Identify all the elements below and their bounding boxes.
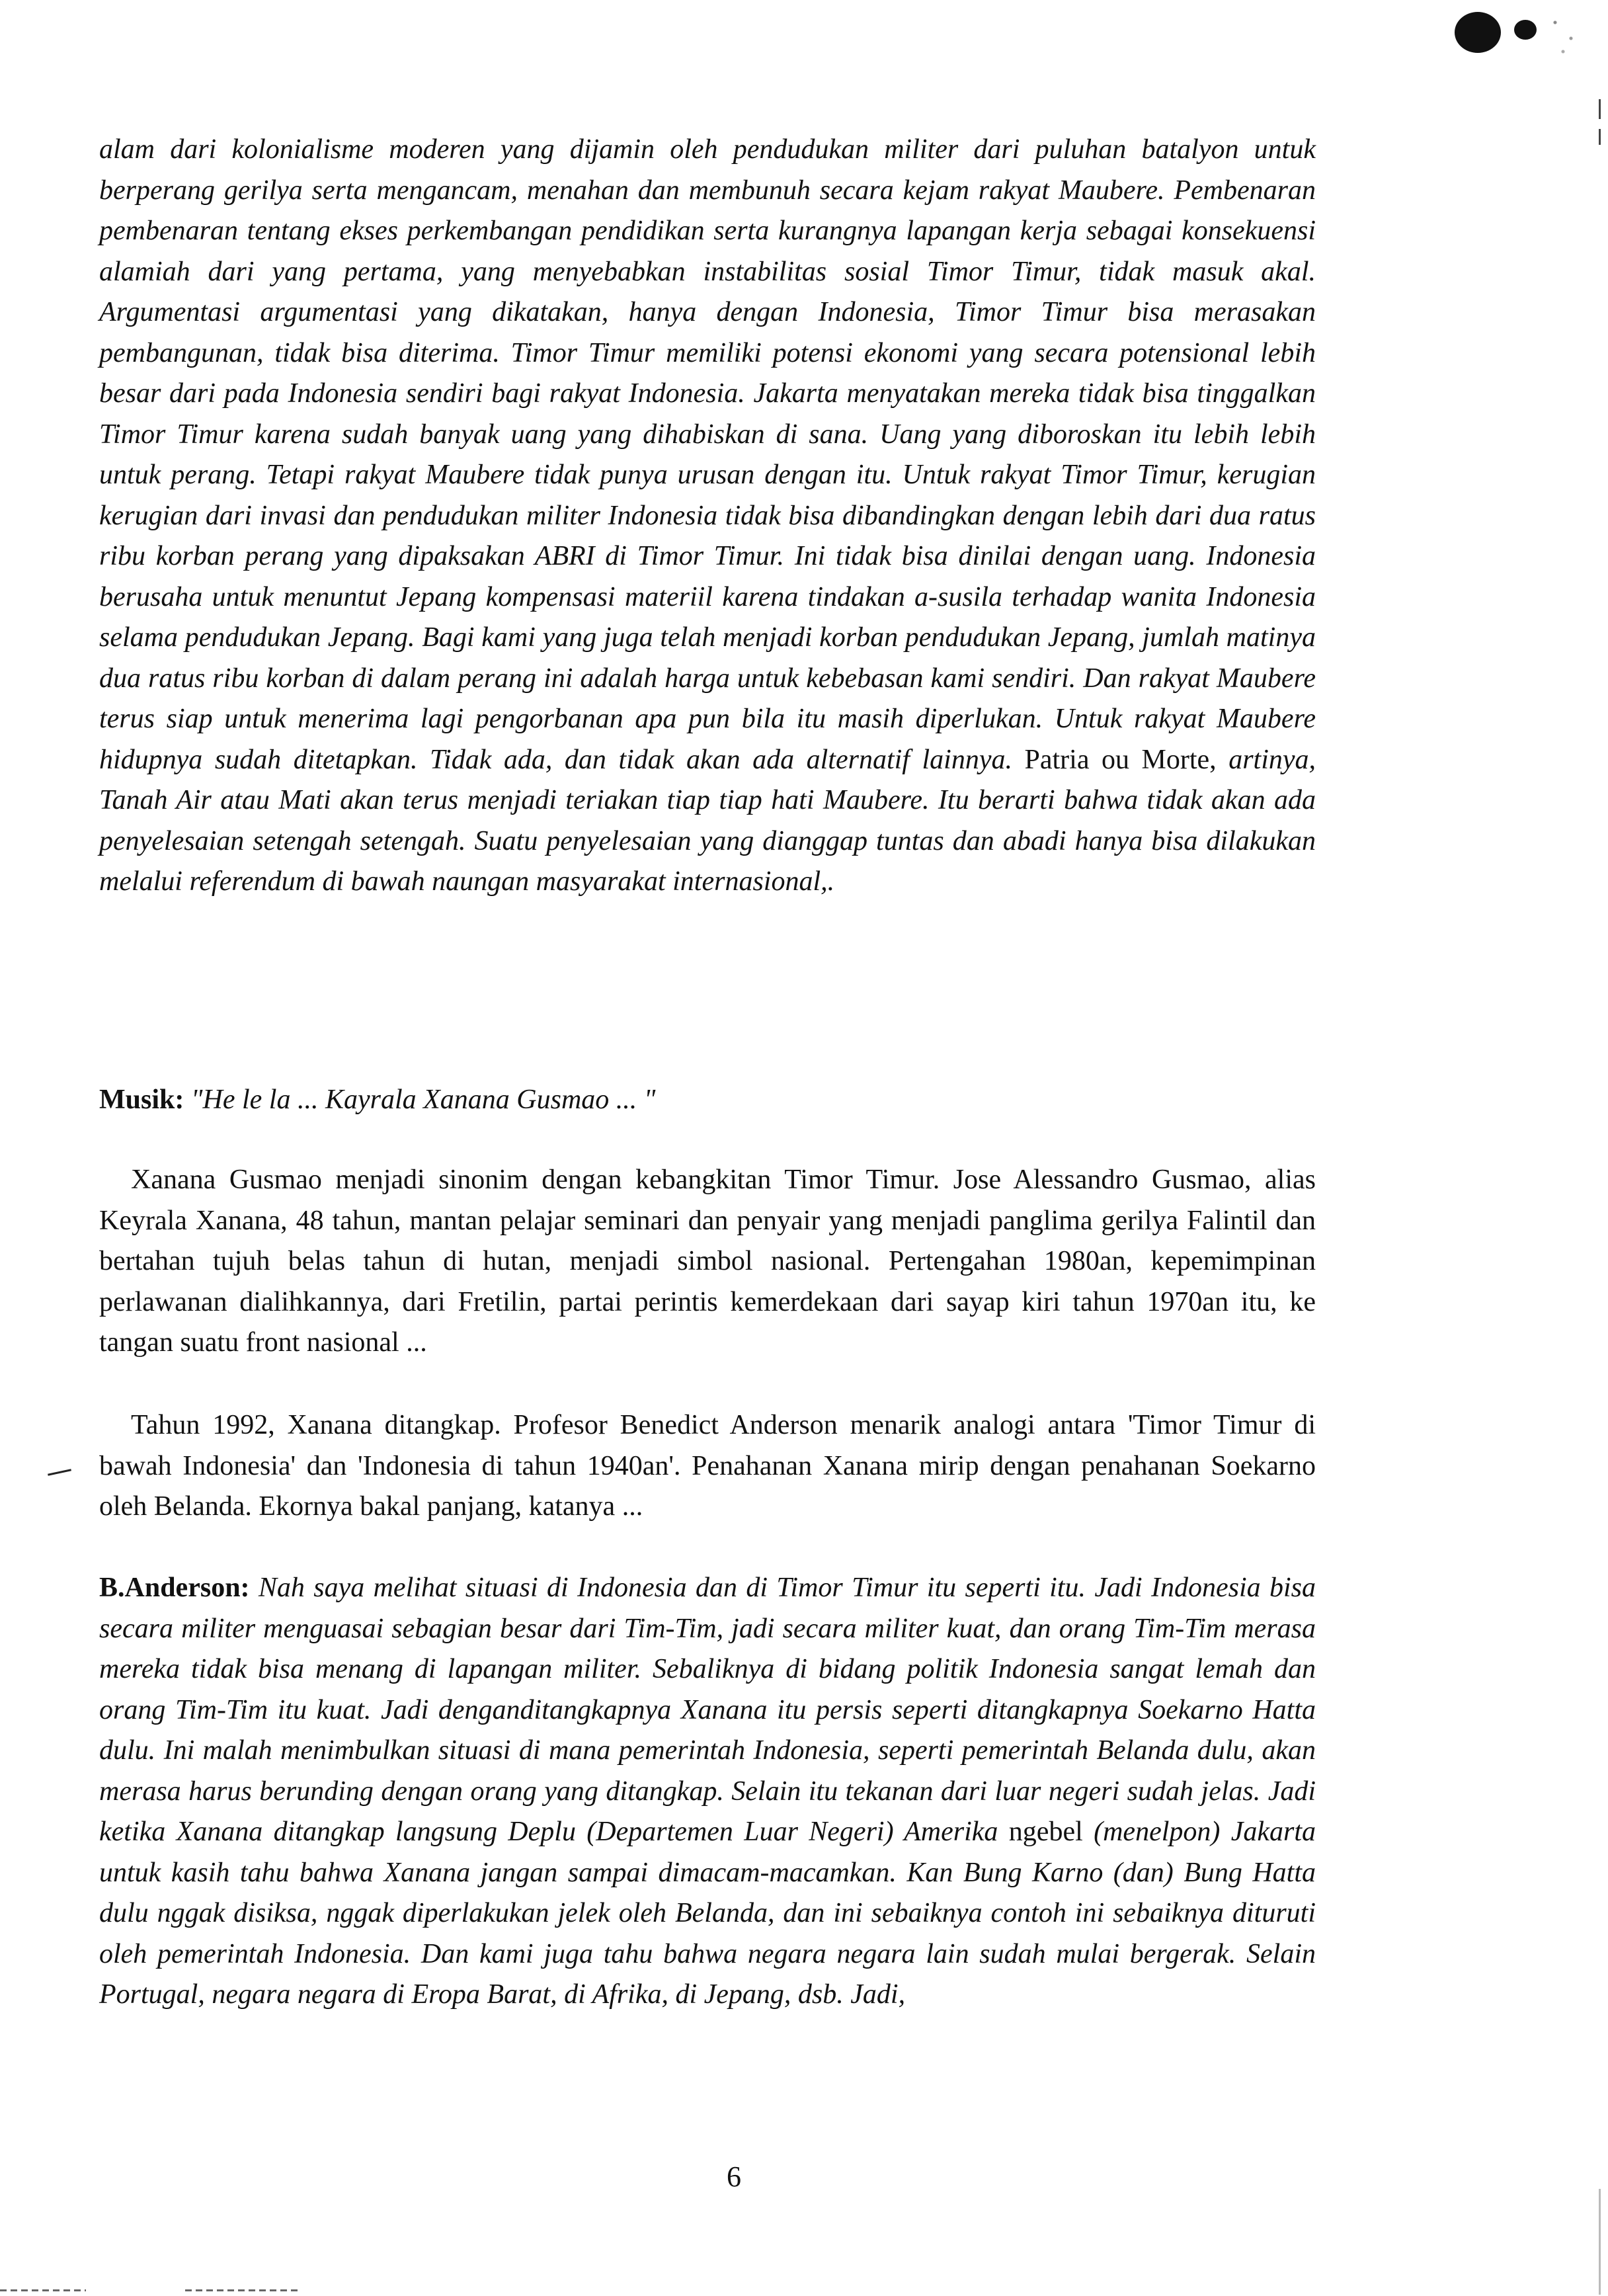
- paragraph-text: alam dari kolonialisme moderen yang dijamin oleh pendudukan militer dari puluhan batalyon untuk berperang gerilya serta mengancam, menahan dan membunuh secara kejam rakyat Maubere. Pembenaran pembenaran tentang ekses perkembangan pendidikan serta kurangnya lapangan kerja sebagai konsekuensi alamiah dari yang pertama, yang menyebabkan instabilitas sosial Timor Timur, tidak masuk akal. Argumentasi argumentasi yang dikatakan, hanya dengan Indonesia, Timor Timur bisa merasakan pembangunan, tidak bisa diterima. Timor Timur memiliki potensi ekonomi yang secara potensional lebih besar dari pada Indonesia sendiri bagi rakyat Indonesia. Jakarta menyatakan mereka tidak bisa tinggalkan Timor Timur karena sudah banyak uang yang dihabiskan di sana. Uang yang diboroskan itu lebih lebih untuk perang. Tetapi rakyat Maubere tidak punya urusan dengan itu. Untuk rakyat Timor Timur, kerugian kerugian dari invasi dan pendudukan militer Indonesia tidak bisa dibandingkan dengan lebih dari dua ratus ribu korban perang yang dipaksakan ABRI di Timor Timur. Ini tidak bisa dinilai dengan uang. Indonesia berusaha untuk menuntut Jepang kompensasi materiil karena tindakan a-susila terhadap wanita Indonesia selama pendudukan Jepang. Bagi kami yang juga telah menjadi korban pendudukan Jepang, jumlah matinya dua ratus ribu korban di dalam perang ini adalah harga untuk kebebasan kami sendiri. Dan rakyat Maubere terus siap untuk menerima lagi pengorbanan apa pun bila itu masih diperlukan. Untuk rakyat Maubere hidupnya sudah ditetapkan. Tidak ada, dan tidak akan ada alternatif lainnya.: [99, 134, 1316, 775]
- scan-specks: [1547, 7, 1587, 60]
- paragraph-statement: [99, 130, 1316, 903]
- music-line: [99, 1080, 1316, 1121]
- speaker-label: B.Anderson:: [99, 1573, 250, 1603]
- scan-edge-mark: [1599, 129, 1601, 145]
- scan-edge-dashes: [0, 2289, 86, 2291]
- scan-edge-mark: [1599, 2189, 1601, 2295]
- music-label: Musik:: [99, 1085, 184, 1115]
- margin-mark: [48, 1469, 71, 1475]
- paragraph-text: artinya, Tanah Air atau Mati akan terus menjadi teriakan tiap tiap hati Maubere. Itu berarti bahwa tidak akan ada penyelesaian setengah setengah. Suatu penyelesaian yang dianggap tuntas dan abadi hanya bisa dilakukan melalui referendum di bawah naungan masyarakat internasional,.: [99, 744, 1316, 897]
- scan-blot: [1455, 12, 1501, 53]
- quote-text: Nah saya melihat situasi di Indonesia dan di Timor Timur itu seperti itu. Jadi Indonesia bisa secara militer menguasai sebagian besar dari Tim-Tim, jadi secara militer kuat, dan orang Tim-Tim merasa mereka tidak bisa menang di lapangan militer. Sebaliknya di bidang politik Indonesia sangat lemah dan orang Tim-Tim itu kuat. Jadi denganditangkapnya Xanana itu persis seperti ditangkapnya Soekarno Hatta dulu. Ini malah menimbulkan situasi di mana pemerintah Indonesia, seperti pemerintah Belanda dulu, akan merasa harus berunding dengan orang yang ditangkap. Selain itu tekanan dari luar negeri sudah jelas. Jadi ketika Xanana ditangkap langsung Deplu (Departemen Luar Negeri) Amerika: [99, 1573, 1316, 1847]
- paragraph-narration: Xanana Gusmao menjadi sinonim dengan kebangkitan Timor Timur. Jose Alessandro Gusmao, alias Keyrala Xanana, 48 tahun, mantan pelajar seminari dan penyair yang menjadi panglima gerilya Falintil dan bertahan tujuh belas tahun di hutan, menjadi simbol nasional. Pertengahan 1980an, kepemimpinan perlawanan dialihkannya, dari Fretilin, partai perintis kemerdekaan dari sayap kiri tahun 1970an itu, ke tangan suatu front nasional ...: [99, 1165, 1316, 1358]
- music-lyrics: "He le la ... Kayrala Xanana Gusmao ... ": [190, 1085, 656, 1115]
- paragraph-interview: [99, 1568, 1316, 2016]
- scan-edge-dashes: [185, 2289, 298, 2291]
- scan-edge-mark: [1599, 99, 1601, 119]
- upright-phrase: Patria ou Morte,: [1024, 744, 1217, 775]
- scan-blot: [1514, 20, 1537, 40]
- page-number: 6: [727, 2160, 741, 2193]
- quote-text: (menelpon) Jakarta untuk kasih tahu bahwa Xanana jangan sampai dimacam-macamkan. Kan Bung Karno (dan) Bung Hatta dulu nggak disiksa, nggak diperlakukan jelek oleh Belanda, dan ini sebaiknya contoh ini sebaiknya dituruti oleh pemerintah Indonesia. Dan kami juga tahu bahwa negara negara lain sudah mulai bergerak. Selain Portugal, negara negara di Eropa Barat, di Afrika, di Jepang, dsb. Jadi,: [99, 1817, 1316, 2010]
- upright-word: ngebel: [1008, 1817, 1083, 1847]
- paragraph-narration: Tahun 1992, Xanana ditangkap. Profesor Benedict Anderson menarik analogi antara 'Timor Timur di bawah Indonesia' dan 'Indonesia di tahun 1940an'. Penahanan Xanana mirip dengan penahanan Soekarno oleh Belanda. Ekornya bakal panjang, katanya ...: [99, 1410, 1316, 1522]
